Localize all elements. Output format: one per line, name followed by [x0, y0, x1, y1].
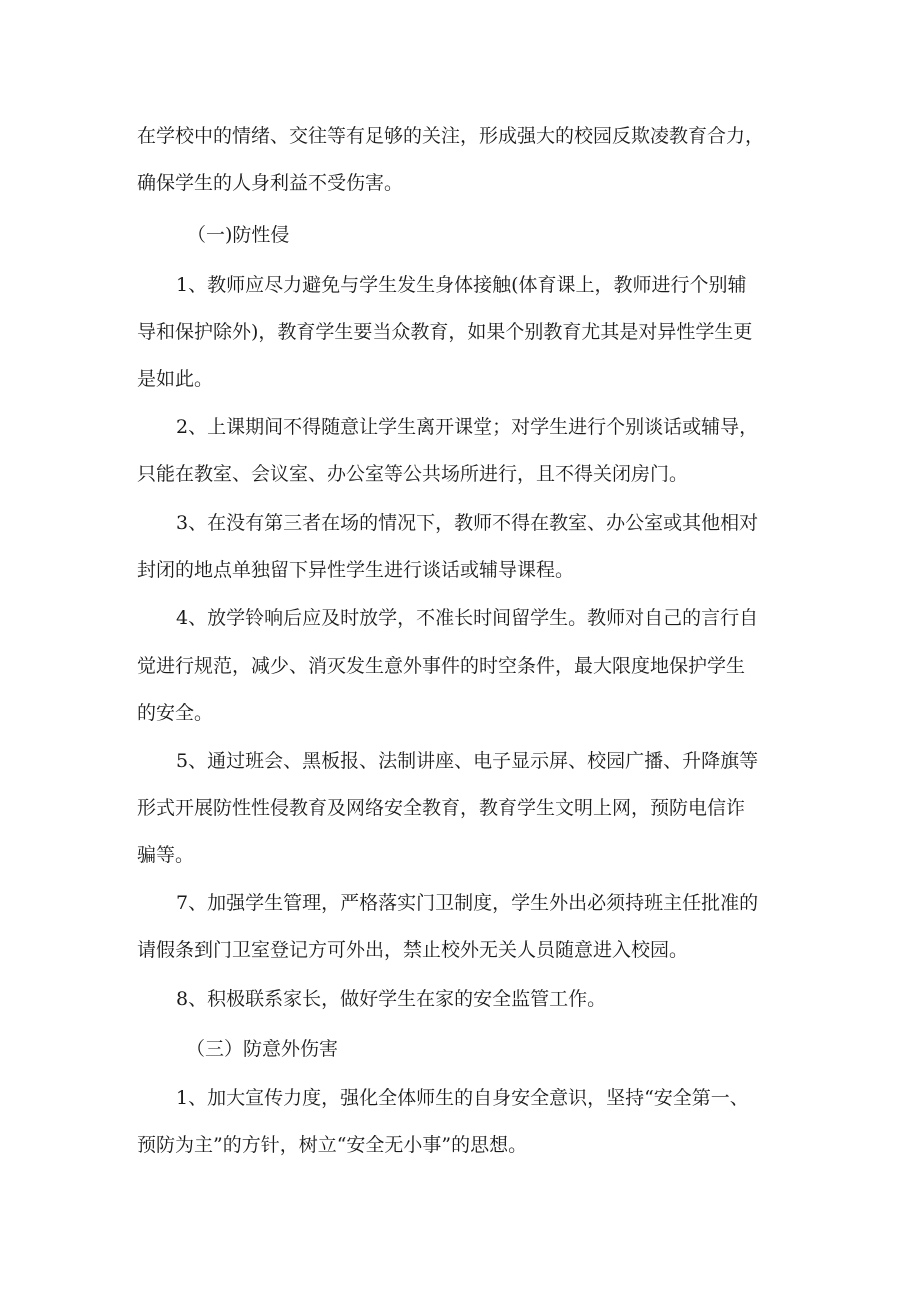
paragraph-line: 1、加大宣传力度，强化全体师生的自身安全意识，坚持“安全第一、: [176, 1087, 749, 1109]
paragraph-line: 封闭的地点单独留下异性学生进行谈话或辅导课程。: [137, 559, 575, 581]
paragraph-line: 觉进行规范，减少、消灭发生意外事件的时空条件，最大限度地保护学生: [137, 655, 746, 677]
paragraph-line: 4、放学铃响后应及时放学，不准长时间留学生。教师对自己的言行自: [176, 607, 759, 629]
section-heading: （三）防意外伤害: [186, 1038, 339, 1060]
paragraph-line: 8、积极联系家长，做好学生在家的安全监管工作。: [176, 988, 607, 1010]
paragraph-line: 的安全。: [137, 702, 214, 724]
paragraph-line: 1、教师应尽力避免与学生发生身体接触(体育课上，教师进行个别辅: [176, 274, 747, 296]
paragraph-line: 是如此。: [137, 368, 214, 390]
paragraph-line: 骗等。: [137, 844, 195, 866]
paragraph-line: 确保学生的人身利益不受伤害。: [137, 172, 404, 194]
paragraph-line: 2、上课期间不得随意让学生离开课堂；对学生进行个别谈话或辅导，: [176, 416, 759, 438]
paragraph-line: 3、在没有第三者在场的情况下，教师不得在教室、办公室或其他相对: [176, 512, 759, 534]
paragraph-line: 形式开展防性性侵教育及网络安全教育，教育学生文明上网，预防电信诈: [137, 797, 746, 819]
paragraph-line: 只能在教室、会议室、办公室等公共场所进行，且不得关闭房门。: [137, 463, 689, 485]
section-heading: （一)防性侵: [187, 224, 290, 246]
paragraph-line: 在学校中的情绪、交往等有足够的关注，形成强大的校园反欺凌教育合力，: [137, 125, 765, 147]
paragraph-line: 导和保护除外)，教育学生要当众教育，如果个别教育尤其是对异性学生更: [137, 321, 753, 343]
paragraph-line: 7、加强学生管理，严格落实门卫制度，学生外出必须持班主任批准的: [176, 892, 759, 914]
paragraph-line: 5、通过班会、黑板报、法制讲座、电子显示屏、校园广播、升降旗等: [176, 750, 759, 772]
paragraph-line: 预防为主”的方针，树立“安全无小事”的思想。: [137, 1134, 528, 1156]
paragraph-line: 请假条到门卫室登记方可外出，禁止校外无关人员随意进入校园。: [137, 939, 689, 961]
